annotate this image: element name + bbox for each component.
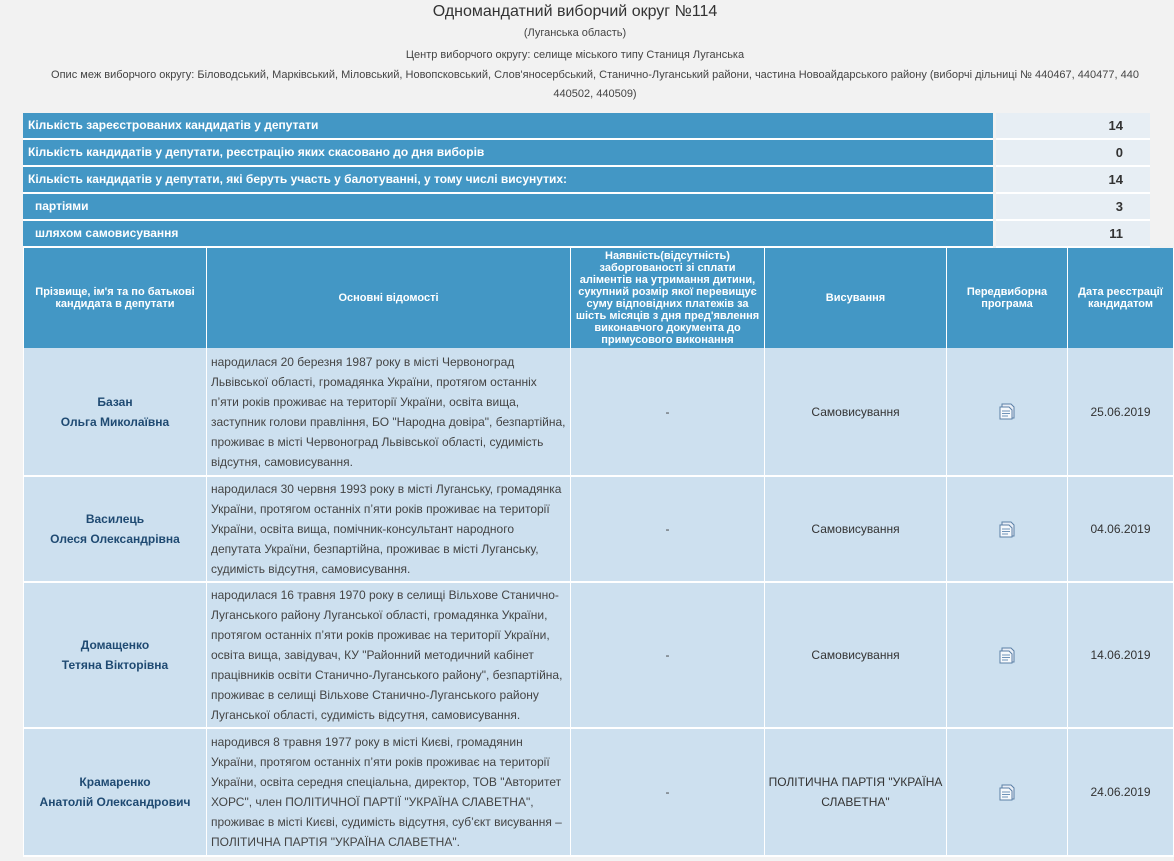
candidate-given-names: Ольга Миколаївна — [60, 414, 170, 429]
district-center: Центр виборчого округу: селище міського типу Станиця Луганська — [405, 49, 745, 61]
summary-label: Кількість зареєстрованих кандидатів у депутати — [23, 113, 993, 140]
document-icon[interactable] — [999, 403, 1015, 420]
table-row — [24, 728, 1174, 856]
alimony-status: - — [571, 348, 765, 476]
nomination: Самовисування — [765, 348, 947, 476]
col-header-name: Прізвище, ім'я та по батькові кандидата в депутати — [24, 248, 207, 348]
summary-label: Кількість кандидатів у депутати, які беруть участь у балотуванні, у тому числі висунутих: — [23, 167, 993, 194]
region-label: (Луганська область) — [523, 27, 627, 39]
summary-value: 14 — [996, 167, 1150, 194]
table-header-row — [24, 248, 1174, 348]
program-cell — [947, 728, 1068, 856]
candidate-name — [24, 582, 207, 728]
summary-row — [23, 113, 1150, 140]
candidate-name — [24, 348, 207, 476]
candidate-name — [24, 476, 207, 582]
nomination: Самовисування — [765, 476, 947, 582]
registration-date: 14.06.2019 — [1068, 582, 1174, 728]
summary-label: Кількість кандидатів у депутати, реєстрацію яких скасовано до дня виборів — [23, 140, 993, 167]
summary-table — [23, 113, 1150, 248]
program-cell — [947, 348, 1068, 476]
candidate-given-names: Анатолій Олександрович — [39, 795, 191, 809]
candidate-given-names: Олеся Олександрівна — [50, 532, 180, 546]
summary-value: 11 — [996, 221, 1150, 248]
summary-label: шляхом самовисування — [23, 221, 993, 248]
registration-date: 25.06.2019 — [1068, 348, 1174, 476]
registration-date: 24.06.2019 — [1068, 728, 1174, 856]
summary-row — [23, 167, 1150, 194]
description-line-1: Опис меж виборчого округу: Біловодський, Марківський, Міловський, Новопсковський, Слов'яносербський, Станично-Луганський райони, частина Новоайдарського району (виборчі дільниці № 440467, 440477, 440 — [51, 69, 1139, 81]
summary-value: 0 — [996, 140, 1150, 167]
candidate-surname: Базан — [97, 394, 133, 409]
registration-date: 04.06.2019 — [1068, 476, 1174, 582]
table-row — [24, 582, 1174, 728]
table-row — [24, 348, 1174, 476]
document-icon[interactable] — [999, 521, 1015, 538]
table-row — [24, 476, 1174, 582]
alimony-status: - — [571, 582, 765, 728]
program-cell — [947, 476, 1068, 582]
col-header-nomination: Висування — [765, 248, 947, 348]
candidate-info: народився 8 травня 1977 року в місті Києві, громадянин України, протягом останніх п’яти років проживає на території України, освіта середня спеціальна, директор, ТОВ "Авторитет ХОРС", член ПОЛІТИЧНОЇ ПАРТІЇ "УКРАЇНА СЛАВЕТНА", проживає в місті Києві, судимість відсутня, суб’єкт висування – ПОЛІТИЧНА ПАРТІЯ "УКРАЇНА СЛАВЕТНА". — [207, 728, 571, 856]
col-header-date: Дата реєстрації кандидатом — [1068, 248, 1174, 348]
candidate-surname: Василець — [85, 512, 145, 526]
district-boundaries — [0, 66, 1150, 104]
summary-row — [23, 221, 1150, 248]
alimony-status: - — [571, 728, 765, 856]
nomination: Самовисування — [765, 582, 947, 728]
candidate-info: народилася 16 травня 1970 року в селищі Вільхове Станично-Луганського району Луганської області, громадянка України, протягом останніх п’яти років проживає на території України, освіта вища, завідувач, КУ "Районний методичний кабінет працівників освіти Станично-Луганського району", безпартійна, проживає в селищі Вільхове Станично-Луганського району Луганської області, судимість відсутня, самовисування. — [207, 582, 571, 728]
description-line-2: 440502, 440509) — [553, 88, 637, 100]
program-cell — [947, 582, 1068, 728]
candidate-info: народилася 20 березня 1987 року в місті Червоноград Львівської області, громадянка України, протягом останніх п’яти років проживає на території України, освіта вища, заступник голови правління, БО "Народна довіра", безпартійна, проживає в місті Червоноград Львівської області, судимість відсутня, самовисування. — [207, 348, 571, 476]
candidate-info: народилася 30 червня 1993 року в місті Луганську, громадянка України, протягом останніх п’яти років проживає на території України, освіта вища, помічник-консультант народного депутата України, безпартійна, проживає в місті Луганську, судимість відсутня, самовисування. — [207, 476, 571, 582]
nomination: ПОЛІТИЧНА ПАРТІЯ "УКРАЇНА СЛАВЕТНА" — [765, 728, 947, 856]
col-header-program: Передвиборна програма — [947, 248, 1068, 348]
page-title: Одномандатний виборчий округ №114 — [432, 3, 718, 20]
candidate-surname: Крамаренко — [79, 775, 151, 789]
page-header — [0, 0, 1150, 104]
candidate-name — [24, 728, 207, 856]
alimony-status: - — [571, 476, 765, 582]
summary-row — [23, 194, 1150, 221]
summary-label: партіями — [23, 194, 993, 221]
summary-value: 14 — [996, 113, 1150, 140]
col-header-alimony: Наявність(відсутність) заборгованості зі сплати аліментів на утримання дитини, сукупний розмір якої перевищує суму відповідних платежів за шість місяців з дня пред'явлення виконавчого документа до примусового виконання — [571, 248, 765, 348]
candidates-table — [23, 248, 1174, 857]
document-icon[interactable] — [999, 647, 1015, 664]
candidate-given-names: Тетяна Вікторівна — [61, 658, 169, 672]
summary-row — [23, 140, 1150, 167]
document-icon[interactable] — [999, 784, 1015, 801]
summary-value: 3 — [996, 194, 1150, 221]
candidate-surname: Домащенко — [80, 638, 150, 652]
col-header-info: Основні відомості — [207, 248, 571, 348]
